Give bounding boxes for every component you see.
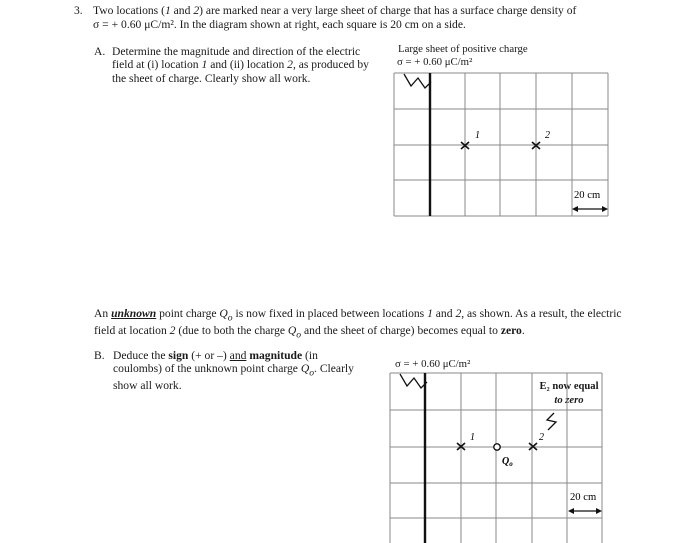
diagram-a-title: Large sheet of positive charge xyxy=(398,43,528,55)
diagram-b-grid xyxy=(384,368,608,543)
e2-zero-annotation: E₂ now equal to zero xyxy=(539,381,599,406)
question-number: 3. xyxy=(74,4,83,17)
question-stem-line1: Two locations (1 and 2) are marked near a very large sheet of charge that has a surface charge density of xyxy=(93,4,577,17)
scale-arrow-icon xyxy=(572,206,608,212)
part-b-letter: B. xyxy=(94,349,105,362)
diagram-a-sigma: σ = + 0.60 μC/m² xyxy=(397,56,473,68)
diagram-b-sigma: σ = + 0.60 μC/m² xyxy=(395,358,471,370)
wavy-pointer-icon xyxy=(400,374,427,388)
diagram-a-grid xyxy=(390,68,615,220)
scale-arrow-icon xyxy=(568,508,602,514)
point-charge-marker xyxy=(494,444,500,450)
point-2-label: 2 xyxy=(539,432,544,443)
part-a-text: Determine the magnitude and direction of the electric field at (i) location 1 and (ii) location 2, as produced by the sheet of charge. Clearly show all work. xyxy=(112,45,369,85)
sigma-expression: σ = + 0.60 μC/m² xyxy=(93,18,174,31)
question-stem-line2: σ = + 0.60 μC/m². In the diagram shown at right, each square is 20 cm on a side. xyxy=(93,18,466,31)
part-a-letter: A. xyxy=(94,45,106,58)
point-2-label: 2 xyxy=(545,130,550,141)
scale-label: 20 cm xyxy=(570,492,597,503)
squiggle-pointer-icon xyxy=(547,413,556,430)
scale-label: 20 cm xyxy=(574,190,601,201)
middle-paragraph: An unknown point charge $Q_o$ is now fixed in placed between locations 1 and 2, as shown. As a result, the electric field at location 2 (due to both the charge $Q_o$ and the sheet of charge) becomes equal to zero. xyxy=(94,307,622,341)
part-b-text: Deduce the sign (+ or –) and magnitude (in coulombs) of the unknown point charge $Q_o$. Clearly show all work. xyxy=(113,349,354,392)
wavy-pointer-icon xyxy=(404,74,431,88)
charge-qo-label: $Q_o$ xyxy=(502,456,513,468)
grid-lines xyxy=(390,373,602,543)
point-1-label: 1 xyxy=(475,130,480,141)
point-1-label: 1 xyxy=(470,432,475,443)
